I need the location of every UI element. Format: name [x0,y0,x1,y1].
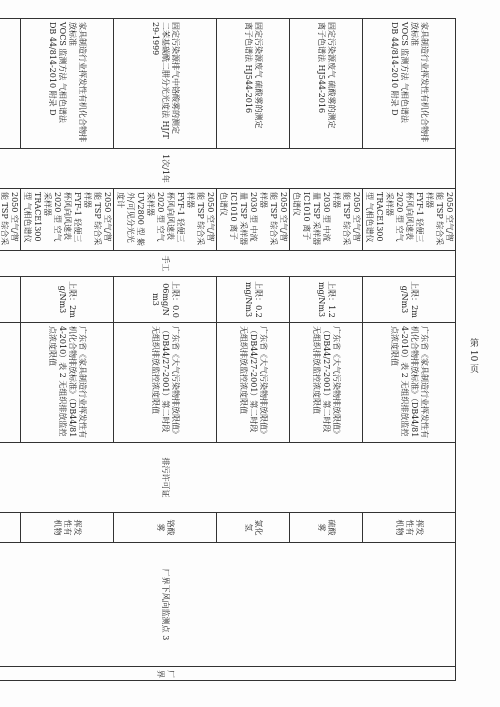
sampling-mode-cell: 手工 [0,251,456,277]
instrument-cell: 2050 空气/智能 TSP 综合采 [0,189,21,251]
standard-cell: 广东省《家具制造行业挥发性有机化合物排放标准》（DB44/814-2010）表 2 无组织排放监控点浓度限值 [363,323,456,443]
method-cell: 固定污染源废气 硫酸雾的测定 离子色谱法 HJ544-2016 [290,19,363,149]
instrument-cell: 2050 空气/智能 TSP 综合采样器 2030 型 中流量 TSP 采样器 IC1010 离子色谱仪 [217,189,290,251]
substance-cell: 氯化氢 [217,513,290,543]
table-row [363,19,456,681]
limit-cell: 上限：1.2mg/Nm3 [290,277,363,323]
permit-cell: 排污许可证 [0,443,456,513]
substance-cell: 挥发性有机物 [21,513,114,543]
monitoring-table [0,18,456,681]
method-cell: 固定污染源废气 硫酸雾的测定 离子色谱法 HJ544-2016 [217,19,290,149]
instrument-cell: 2050 空气/智能 TSP 综合采样器 2030 型 中流量 TSP 采样器 IC1010 离子色谱仪 [290,189,363,251]
instrument-cell: 2050 空气/智能 TSP 综合采样器 FYF-1 轻便三杯风向风速表 2020 型 空气采样器 TRACE1300 型 气相色谱仪 [21,189,114,251]
standard-cell: 广东省《大气污染物排放限值》（DB44/27-2001）第二时段无组织排放监控浓度限值 [217,323,290,443]
method-cell [0,19,21,149]
standard-cell: 广东省《大气污染物排放限值》（DB44/27-2001）第二时段无组织排放监控浓度限值 [114,323,217,443]
point-label: 厂界下风向监测点 3 [161,568,170,641]
rotated-table-wrapper [0,18,456,680]
substance-cell: 铬酸雾 [114,513,217,543]
substance-cell: 挥发性有机物 [363,513,456,543]
frequency-cell: 1次/1年 [0,149,456,189]
limit-cell [0,277,21,323]
method-cell: 家具制造行业挥发性有机化合物排放标准 VOCS 监测方法 气相色谱法 DB 44/814-2010 附录 D [21,19,114,149]
limit-cell: 上限：2mg/Nm3 [363,277,456,323]
point-cell [0,543,456,667]
group-cell: 厂界 [0,667,456,681]
standard-cell [0,323,21,443]
substance-cell: 硫酸雾 [290,513,363,543]
standard-cell: 广东省《家具制造行业挥发性有机化合物排放标准》（DB44/814-2010）表 2 无组织排放监控点浓度限值 [21,323,114,443]
method-cell: 固定污染源排气中铬酸雾的测定 二苯基碳酰二肼分光光度法 HJ/T 29-1999 [114,19,217,149]
instrument-cell: 2050 空气/智能 TSP 综合采样器 FYF-1 轻便三杯风向风速表 2020 型 空气采样器 UV2800 型 紫外/可见分光光度计 [114,189,217,251]
limit-cell: 上限：2mg/Nm3 [21,277,114,323]
limit-cell: 上限：0.006mg/Nm3 [114,277,217,323]
substance-cell [0,513,21,543]
limit-cell: 上限：0.2mg/Nm3 [217,277,290,323]
instrument-cell: 2050 空气/智能 TSP 综合采样器 FYF-1 轻便三杯风向风速表 2020 型 空气采样器 TRACE1300 型 气相色谱仪 [363,189,456,251]
method-cell: 家具制造行业挥发性有机化合物排放标准 VOCS 监测方法 气相色谱法 DB 44/814-2010 附录 D [363,19,456,149]
page-number: 第 10 页 [468,338,478,374]
standard-cell: 广东省《大气污染物排放限值》（DB44/27-2001）第二时段无组织排放监控浓度限值 [290,323,363,443]
